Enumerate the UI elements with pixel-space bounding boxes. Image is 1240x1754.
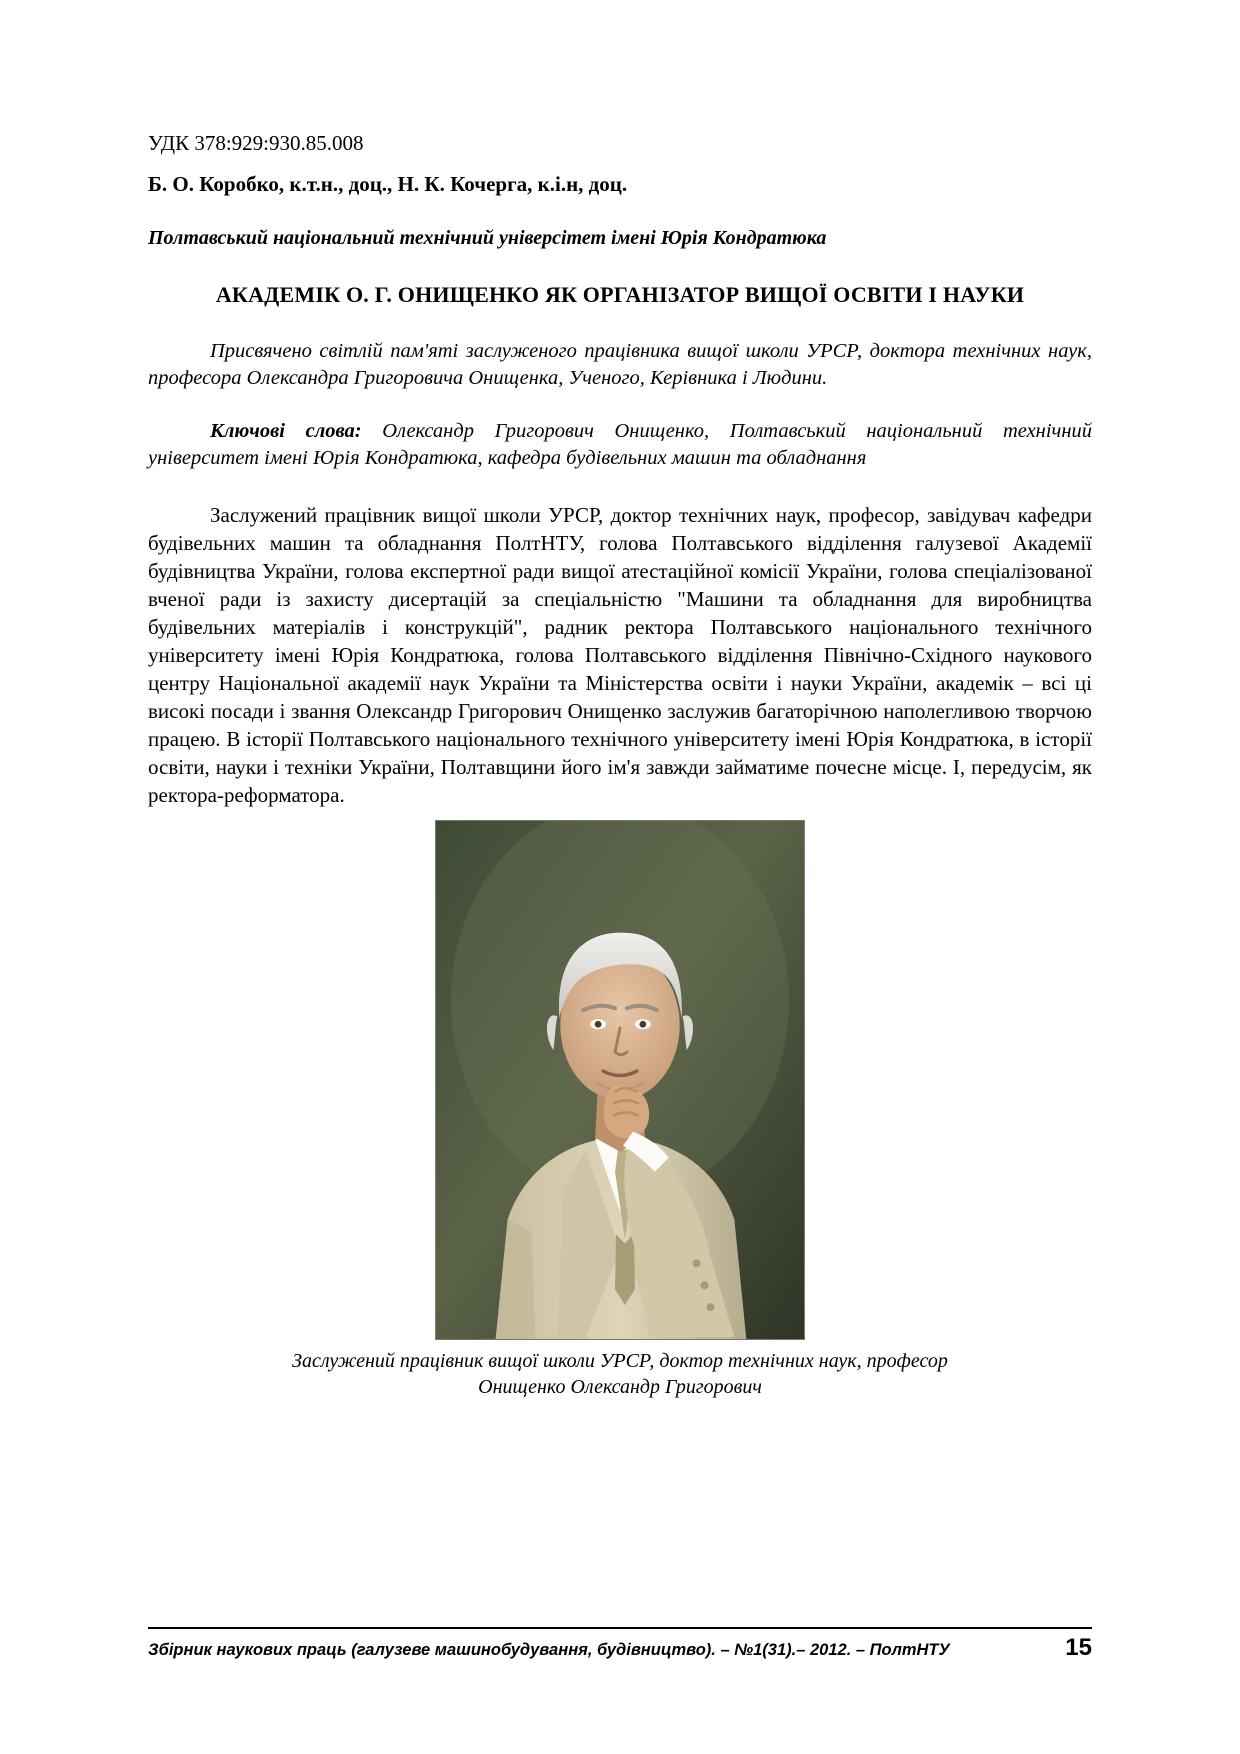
page-footer [148,1627,1092,1662]
keywords-label: Ключові слова: [210,420,362,443]
abstract-paragraph: Присвячено світлій пам'яті заслуженого працівника вищої школи УРСР, доктора технічних наук, професора Олександра Григоровича Онищенка, Ученого, Керівника і Людини. [148,340,1092,390]
udk-code: УДК 378:929:930.85.008 [148,131,364,155]
figure-block [148,820,1092,1400]
portrait-photo [435,820,805,1340]
authors-line: Б. О. Коробко, к.т.н., доц., Н. К. Кочерга, к.і.н, доц. [148,172,628,197]
figure-caption-line1: Заслужений працівник вищої школи УРСР, доктор технічних наук, професор [292,1349,948,1372]
figure-caption [148,1348,1092,1400]
footer-page-number: 15 [1065,1634,1092,1661]
body-paragraph: Заслужений працівник вищої школи УРСР, доктор технічних наук, професор, завідувач кафедри будівельних машин та обладнання ПолтНТУ, голова Полтавського відділення галузевої Академії будівництва України, голова експертної ради вищої атестаційної комісії України, голова спеціалізованої вченої ради із захисту дисертацій за спеціальністю "Машини та обладнання для виробництва будівельних матеріалів і конструкцій", радник ректора Полтавського національного технічного університету імені Юрія Кондратюка, голова Полтавського відділення Північно-Східного наукового центру Національної академії наук України та Міністерства освіти і науки України, академік – всі ці високі посади і звання Олександр Григорович Онищенко заслужив багаторічною наполегливою творчою працею. В історії Полтавського національного технічного університету імені Юрія Кондратюка, в історії освіти, науки і техніки України, Полтавщини його ім'я завжди займатиме почесне місце. І, передусім, як ректора-реформатора. [148,503,1092,807]
figure-caption-line2: Онищенко Олександр Григорович [478,1375,762,1398]
keywords-text: Олександр Григорович Онищенко, Полтавський національний технічний університет імені Юрія Кондратюка, кафедра будівельних машин та обладнання [148,420,1092,470]
keywords-paragraph [148,418,1092,472]
page-title: АКАДЕМІК О. Г. ОНИЩЕНКО ЯК ОРГАНІЗАТОР ВИЩОЇ ОСВІТИ І НАУКИ [215,282,1025,308]
footer-journal-info: Збірник наукових праць (галузеве машинобудування, будівництво). – №1(31).– 2012. – ПолтНТУ [148,1641,950,1659]
affiliation-line: Полтавський національний технічний універсітет імені Юрія Кондратюка [148,227,827,250]
